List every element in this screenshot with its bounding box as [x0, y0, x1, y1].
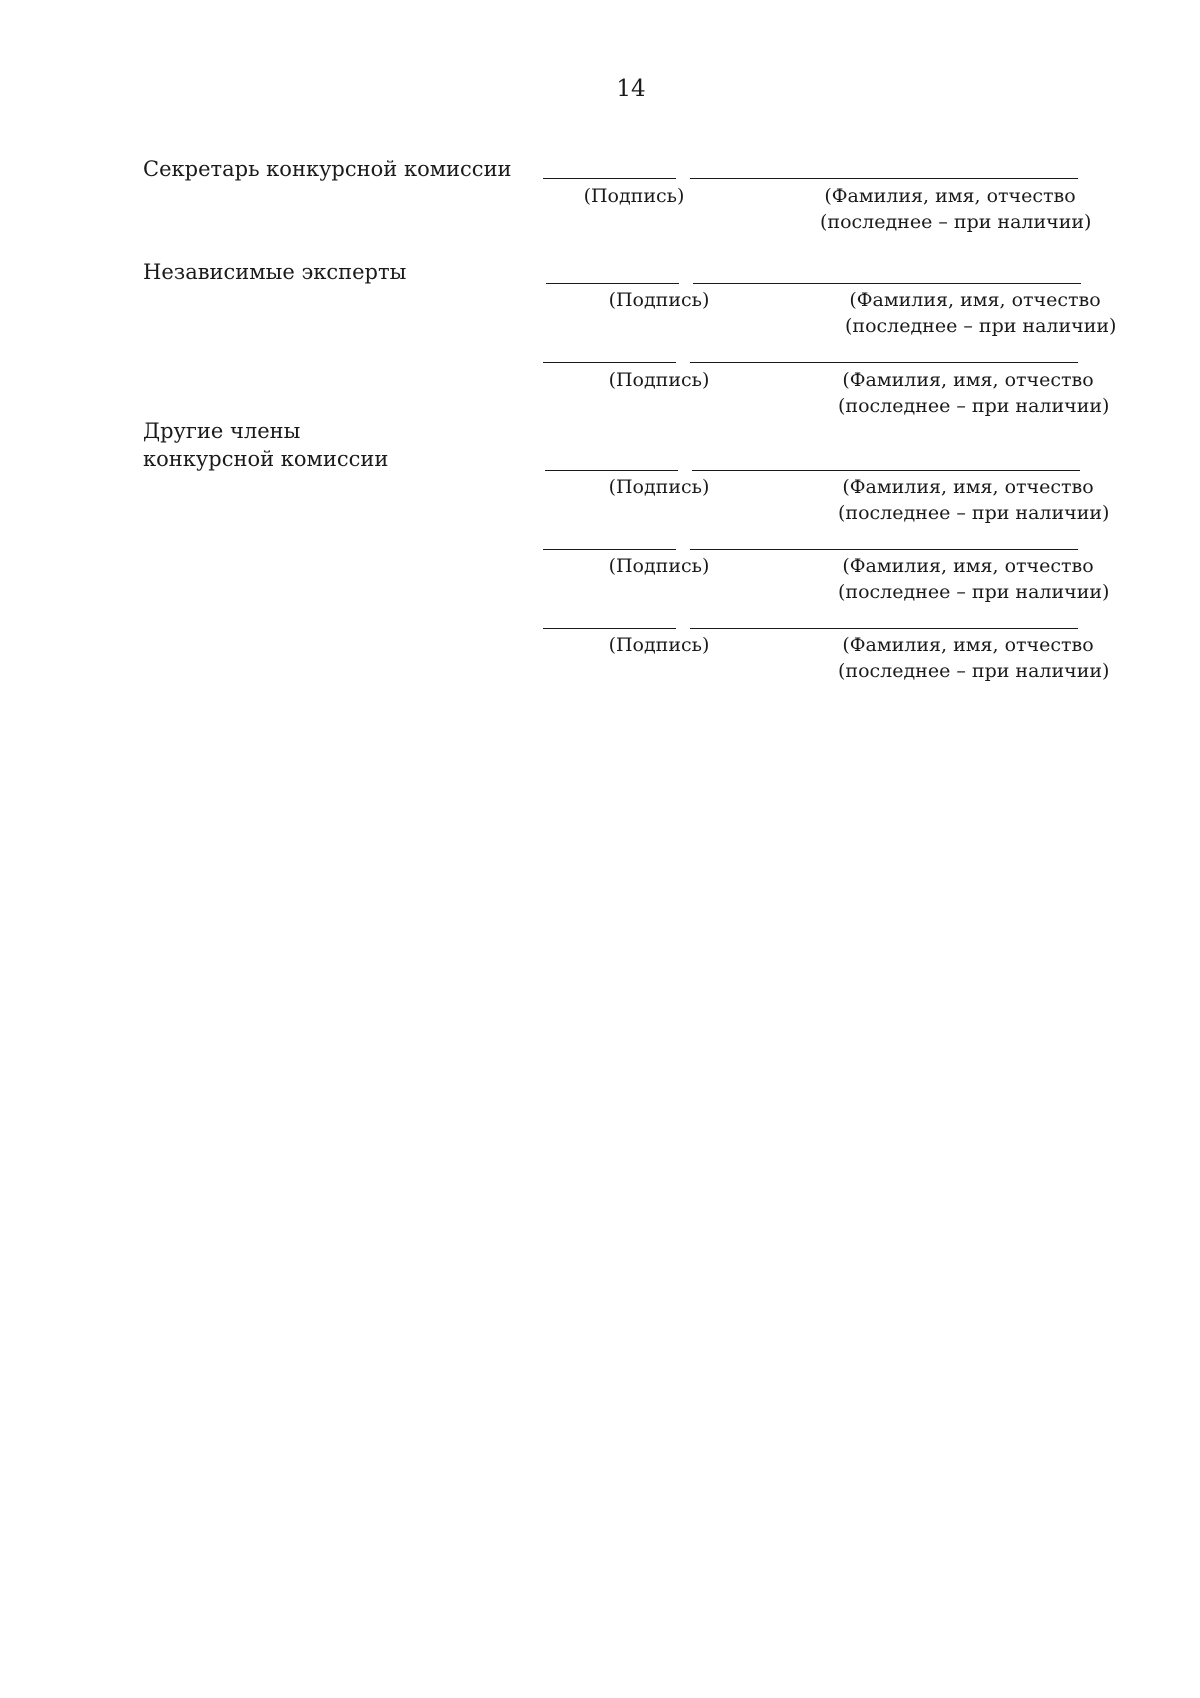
- name-caption-line1: (Фамилия, имя, отчество: [849, 289, 1101, 311]
- signature-line: [546, 283, 679, 284]
- signature-line: [543, 549, 676, 550]
- name-caption-line1: (Фамилия, имя, отчество: [842, 634, 1094, 656]
- signature-line: [543, 362, 676, 363]
- signature-line: [543, 628, 676, 629]
- name-line: [690, 549, 1078, 550]
- name-line: [690, 362, 1078, 363]
- name-caption-line2: (последнее – при наличии): [838, 395, 1110, 417]
- name-caption-line1: (Фамилия, имя, отчество: [824, 185, 1076, 207]
- name-caption-line1: (Фамилия, имя, отчество: [842, 555, 1094, 577]
- signature-caption: (Подпись): [608, 555, 710, 577]
- role-experts: Независимые эксперты: [143, 260, 407, 284]
- role-others-line2: конкурсной комиссии: [143, 447, 389, 471]
- signature-line: [545, 470, 678, 471]
- signature-caption: (Подпись): [608, 476, 710, 498]
- signature-caption: (Подпись): [608, 369, 710, 391]
- name-line: [690, 628, 1078, 629]
- name-caption-line2: (последнее – при наличии): [845, 315, 1117, 337]
- signature-line: [543, 178, 676, 179]
- name-line: [692, 470, 1080, 471]
- role-secretary: Секретарь конкурсной комиссии: [143, 157, 512, 181]
- name-caption-line2: (последнее – при наличии): [838, 581, 1110, 603]
- name-caption-line1: (Фамилия, имя, отчество: [842, 369, 1094, 391]
- signature-caption: (Подпись): [583, 185, 685, 207]
- name-line: [690, 178, 1078, 179]
- page-number: 14: [616, 76, 646, 102]
- name-line: [693, 283, 1081, 284]
- signature-caption: (Подпись): [608, 634, 710, 656]
- name-caption-line2: (последнее – при наличии): [838, 660, 1110, 682]
- role-others-line1: Другие члены: [143, 419, 301, 443]
- name-caption-line1: (Фамилия, имя, отчество: [842, 476, 1094, 498]
- signature-caption: (Подпись): [608, 289, 710, 311]
- name-caption-line2: (последнее – при наличии): [820, 211, 1092, 233]
- name-caption-line2: (последнее – при наличии): [838, 502, 1110, 524]
